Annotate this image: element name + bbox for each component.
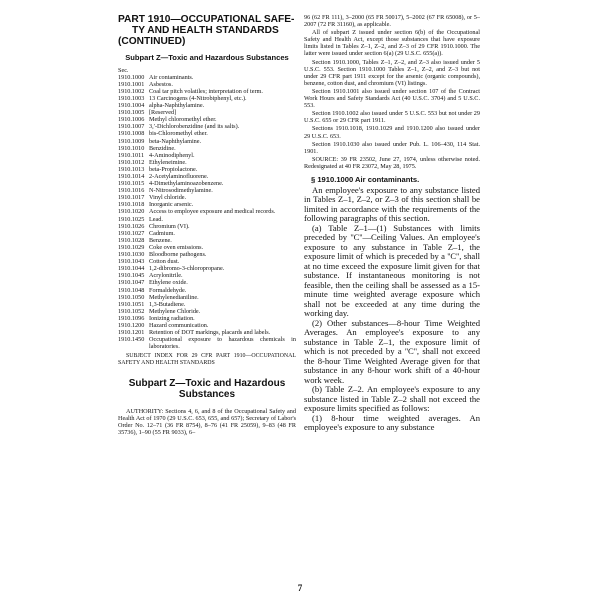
authority-note-paragraph: All of subpart Z issued under section 6(b) of the Occupational Safety and Health Act, except those substances that have exposure limits listed in Tables Z–1, Z–2, and Z–3 of 29 CFR 1910.1000. The latter were issued under section 6(a) (29 U.S.C. 655(a)). <box>304 29 480 58</box>
toc-section-title: Occupational exposure to hazardous chemicals in laboratories. <box>149 336 296 351</box>
toc-section-title: 4-Aminodiphenyl. <box>149 151 195 159</box>
toc-entry[interactable] <box>118 166 296 173</box>
toc-section-number: 1910.1044 <box>118 265 145 273</box>
left-column <box>118 14 296 436</box>
toc-section-number: 1910.1017 <box>118 194 145 202</box>
toc-section-number: 1910.1048 <box>118 286 145 294</box>
toc-entry[interactable] <box>118 187 296 194</box>
toc-entry[interactable] <box>118 109 296 116</box>
toc-section-title: Lead. <box>149 215 163 223</box>
toc-section-number: 1910.1201 <box>118 329 145 337</box>
toc-section-title: 3,′-Dichlorobenzidine (and its salts). <box>149 123 240 131</box>
toc-section-title: Cotton dust. <box>149 258 180 266</box>
toc-section-title: Air contaminants. <box>149 73 194 81</box>
toc-section-title: Formaldehyde. <box>149 286 187 294</box>
toc-section-title: Retention of DOT markings, placards and labels. <box>149 329 271 337</box>
toc-entry[interactable] <box>118 251 296 258</box>
section-body <box>304 186 480 433</box>
toc-section-number: 1910.1001 <box>118 80 145 88</box>
toc-entry[interactable] <box>118 265 296 272</box>
toc-entry[interactable] <box>118 130 296 137</box>
toc-entry[interactable] <box>118 208 296 215</box>
right-column <box>304 14 480 433</box>
toc-entry[interactable] <box>118 138 296 145</box>
toc-section-number: 1910.1025 <box>118 215 145 223</box>
toc-section-number: 1910.1006 <box>118 116 145 124</box>
toc-section-number: 1910.1009 <box>118 137 145 145</box>
toc-section-title: bis-Chloromethyl ether. <box>149 130 208 138</box>
toc-section-title: Chromium (VI). <box>149 222 190 230</box>
toc-section-title: Coal tar pitch volatiles; interpretation of term. <box>149 87 263 95</box>
toc-section-number: 1910.1000 <box>118 73 145 81</box>
toc-section-number: 1910.1051 <box>118 300 145 308</box>
toc-section-title: [Reserved] <box>149 109 177 117</box>
toc-section-number: 1910.1013 <box>118 165 145 173</box>
toc-entry[interactable] <box>118 88 296 95</box>
toc-section-title: Hazard communication. <box>149 321 209 329</box>
toc-section-number: 1910.1002 <box>118 87 145 95</box>
authority-note-paragraph: SOURCE: 39 FR 23502, June 27, 1974, unless otherwise noted. Redesignated at 40 FR 23072, May 28, 1975. <box>304 155 480 170</box>
toc-section-title: beta-Naphthylamine. <box>149 137 202 145</box>
page-number: 7 <box>297 583 303 593</box>
toc-entry[interactable] <box>118 244 296 251</box>
toc-entry[interactable] <box>118 194 296 201</box>
authority-note-paragraph: Section 1910.1030 also issued under Pub. L. 106–430, 114 Stat. 1901. <box>304 140 480 155</box>
authority-note-paragraph: Sections 1910.1018, 1910.1029 and 1910.1200 also issued under 29 U.S.C. 653. <box>304 125 480 140</box>
toc-section-title: Benzene. <box>149 236 172 244</box>
toc-entry[interactable] <box>118 329 296 336</box>
toc-section-title: alpha-Naphthylamine. <box>149 102 205 110</box>
toc-section-title: 13 Carcinogens (4-Nitrobiphenyl, etc.). <box>149 94 247 102</box>
authority-note-paragraph: Section 1910.1000, Tables Z–1, Z–2, and Z–3 also issued under 5 U.S.C. 553. Section 1910.1000 Tables Z–1, Z–2, and Z–3 but not under 29 CFR part 1911 except for the arsenic (organic compounds), benzene, cotton dust, and chromium (VI) listings. <box>304 58 480 87</box>
toc-section-number: 1910.1026 <box>118 222 145 230</box>
toc-entry[interactable] <box>118 315 296 322</box>
toc-section-title: 4-Dimethylaminoazobenzene. <box>149 180 224 188</box>
authority-paragraph: AUTHORITY: Sections 4, 6, and 8 of the Occupational Safety and Health Act of 1970 (29 U.S.C. 653, 655, and 657); Secretary of Labor's Order No. 12–71 (36 FR 8754), 8–76 (41 FR 25059), 9–83 (48 FR 35736), 1–90 (55 FR 9033), 6– <box>118 407 296 436</box>
toc-section-number: 1910.1052 <box>118 307 145 315</box>
toc-section-number: 1910.1007 <box>118 123 145 131</box>
toc-section-title: Asbestos. <box>149 80 173 88</box>
toc-section-number: 1910.1018 <box>118 201 145 209</box>
toc-section-number: 1910.1200 <box>118 321 145 329</box>
toc-section-title: N-Nitrosodimethylamine. <box>149 187 213 195</box>
toc-section-number: 1910.1030 <box>118 251 145 259</box>
part-title <box>118 14 296 47</box>
toc-section-number: 1910.1043 <box>118 258 145 266</box>
toc-section-title: 1,2-dibromo-3-chloropropane. <box>149 265 225 273</box>
toc-entry[interactable] <box>118 201 296 208</box>
authority-continued: 96 (62 FR 111), 3–2000 (65 FR 50017), 5–2002 (67 FR 65008), or 5–2007 (72 FR 31160), as applicable. <box>304 14 480 29</box>
toc-entry[interactable] <box>118 301 296 308</box>
toc-entry[interactable] <box>118 173 296 180</box>
toc-section-number: 1910.1045 <box>118 272 145 280</box>
toc-section-number: 1910.1005 <box>118 109 145 117</box>
toc-section-title: Vinyl chloride. <box>149 194 187 202</box>
section-heading: § 1910.1000 Air contaminants. <box>311 174 420 184</box>
toc-entry[interactable] <box>118 152 296 159</box>
toc-section-number: 1910.1029 <box>118 243 145 251</box>
toc-section-title: 2-Acetylaminofluorene. <box>149 173 209 180</box>
authority-note-paragraph: Section 1910.1002 also issued under 5 U.S.C. 553 but not under 29 U.S.C. 655 or 29 CFR part 1911. <box>304 110 480 125</box>
toc-entry[interactable] <box>118 95 296 102</box>
toc-entry[interactable] <box>118 308 296 315</box>
subpart-heading: Subpart Z—Toxic and Hazardous Substances <box>125 53 289 62</box>
toc-section-title: Inorganic arsenic. <box>149 201 194 209</box>
toc-section-title: Methylenedianiline. <box>149 293 199 301</box>
toc-section-number: 1910.1096 <box>118 314 145 322</box>
toc-entry[interactable] <box>118 116 296 123</box>
authority-note-paragraph: Section 1910.1001 also issued under section 107 of the Contract Work Hours and Safety Standards Act (40 U.S.C. 3704) and 5 U.S.C. 553. <box>304 87 480 110</box>
toc-section-title: Methyl chloromethyl ether. <box>149 116 217 124</box>
toc-entry[interactable] <box>118 272 296 279</box>
part-title-line-1: PART 1910—OCCUPATIONAL SAFE- <box>118 14 295 25</box>
toc-section-title: beta-Propiolactone. <box>149 165 198 173</box>
toc-section-number: 1910.1020 <box>118 208 145 216</box>
toc-section-title: Bloodborne pathogens. <box>149 251 207 259</box>
toc-entry[interactable] <box>118 180 296 187</box>
toc-section-number: 1910.1008 <box>118 130 145 138</box>
toc-section-number: 1910.1047 <box>118 279 145 287</box>
toc-entry[interactable] <box>118 322 296 329</box>
toc-entry[interactable] <box>118 145 296 152</box>
toc-section-title: Benzidine. <box>149 144 176 152</box>
toc-entry[interactable] <box>118 81 296 88</box>
toc-section-title: 1,3-Butadiene. <box>149 300 186 308</box>
subject-index-link[interactable]: SUBJECT INDEX FOR 29 CFR PART 1910—OCCUPATIONAL SAFETY AND HEALTH STANDARDS <box>118 353 296 367</box>
subpart-z-heading: Subpart Z—Toxic and Hazardous Substances <box>128 377 286 400</box>
part-title-line-2: TY AND HEALTH STANDARDS <box>132 25 279 36</box>
toc-section-title: Ethylene oxide. <box>149 279 188 287</box>
authority-notes <box>304 29 480 170</box>
toc-entry[interactable] <box>118 102 296 109</box>
table-of-contents <box>118 74 296 351</box>
toc-section-number: 1910.1010 <box>118 144 145 152</box>
toc-entry[interactable] <box>118 123 296 130</box>
toc-section-number: 1910.1003 <box>118 94 145 102</box>
toc-section-title: Coke oven emissions. <box>149 243 204 251</box>
toc-section-number: 1910.1012 <box>118 158 145 166</box>
toc-section-title: Access to employee exposure and medical records. <box>149 208 276 216</box>
toc-section-number: 1910.1016 <box>118 187 145 195</box>
toc-entry[interactable] <box>118 230 296 237</box>
section-paragraph: (b) Table Z–2. An employee's exposure to any substance listed in Table Z–2 shall not exceed the exposure limits specified as follows: <box>304 384 480 414</box>
toc-section-title: Acrylonitrile. <box>149 272 183 280</box>
part-title-line-3: (CONTINUED) <box>118 36 186 47</box>
section-paragraph: An employee's exposure to any substance listed in Tables Z–1, Z–2, or Z–3 of this section shall be limited in accordance with the requirements of the following paragraphs of this section. <box>304 184 480 224</box>
toc-section-number: 1910.1011 <box>118 151 145 159</box>
toc-section-number: 1910.1028 <box>118 236 145 244</box>
toc-entry[interactable] <box>118 294 296 301</box>
toc-entry[interactable] <box>118 74 296 81</box>
toc-entry[interactable] <box>118 216 296 223</box>
toc-section-title: Ethyleneimine. <box>149 158 187 166</box>
toc-entry[interactable] <box>118 159 296 166</box>
toc-section-title: Ionizing radiation. <box>149 314 195 322</box>
toc-entry[interactable] <box>118 237 296 244</box>
section-paragraph: (a) Table Z–1—(1) Substances with limits preceded by ''C''—Ceiling Values. An employee's exposure to any substance in Table Z–1, the exposure limit of which is preceded by a ''C'', shall at no time exceed the exposure limit given for that substance. If instantaneous monitoring is not feasible, then the ceiling shall be assessed as a 15-minute time weighted average exposure which shall not be exceeded at any time during the working day. <box>304 222 480 319</box>
section-paragraph: (1) 8-hour time weighted averages. An employee's exposure to any substance <box>304 412 480 433</box>
toc-section-number: 1910.1014 <box>118 173 145 180</box>
toc-section-title: Methylene Chloride. <box>149 307 201 315</box>
toc-section-number: 1910.1450 <box>118 336 145 344</box>
toc-entry[interactable] <box>118 223 296 230</box>
toc-entry[interactable] <box>118 279 296 286</box>
toc-section-number: 1910.1050 <box>118 293 145 301</box>
toc-section-title: Cadmium. <box>149 229 175 237</box>
toc-section-number: 1910.1015 <box>118 180 145 188</box>
toc-section-number: 1910.1027 <box>118 229 145 237</box>
section-label: Sec. <box>118 66 129 74</box>
toc-entry[interactable] <box>118 287 296 294</box>
toc-entry[interactable] <box>118 258 296 265</box>
toc-section-number: 1910.1004 <box>118 102 145 110</box>
section-paragraph: (2) Other substances—8-hour Time Weighted Averages. An employee's exposure to any substance in Table Z–1, the exposure limit of which is not preceded by a ''C'', shall not exceed the 8-hour Time Weighted Average given for that substance in any 8-hour work shift of a 40-hour work week. <box>304 317 480 385</box>
toc-entry[interactable] <box>118 336 296 350</box>
